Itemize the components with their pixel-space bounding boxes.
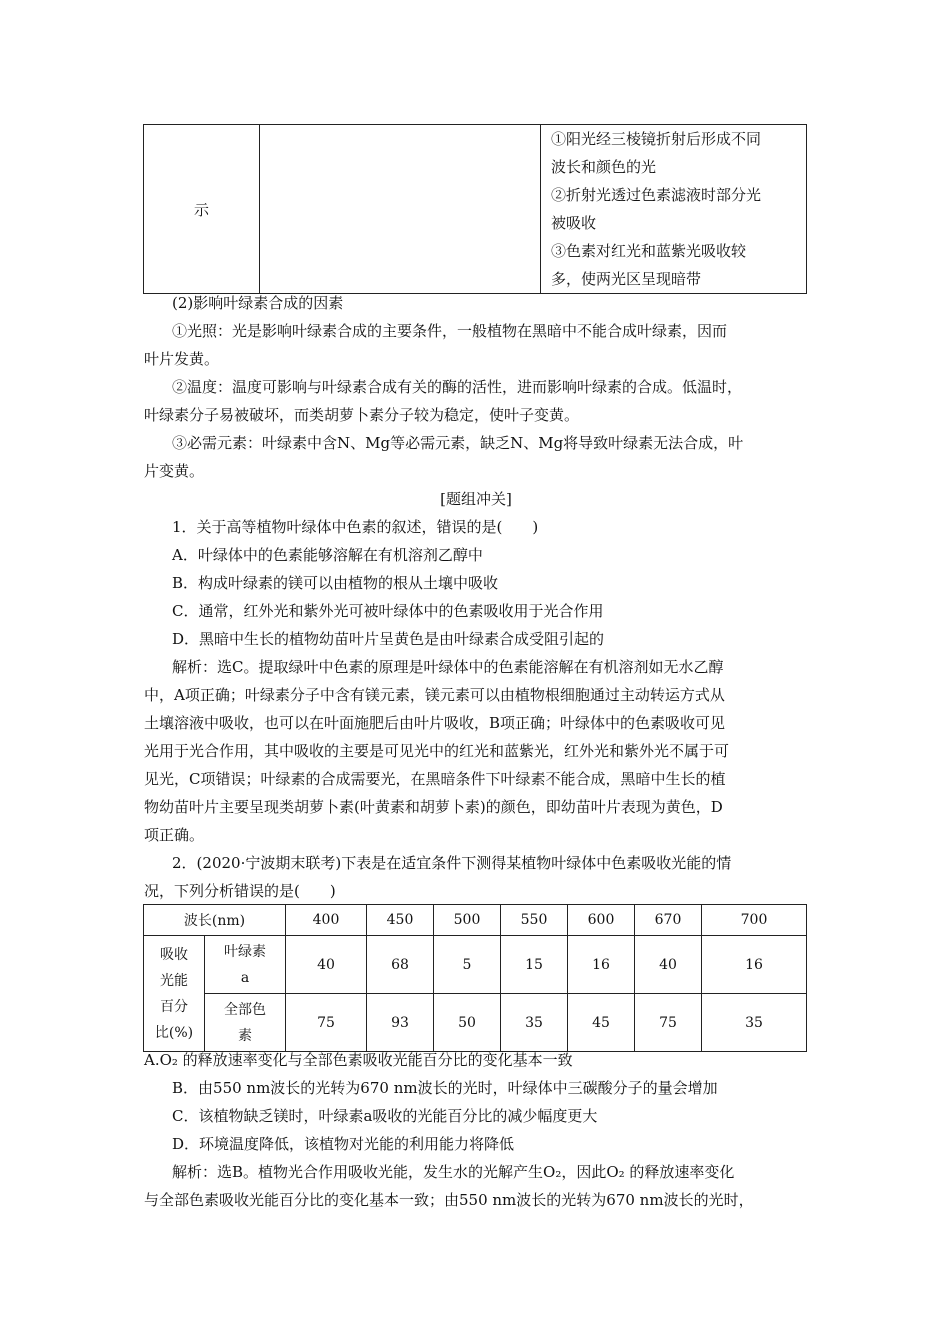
q1-stem: 1．关于高等植物叶绿体中色素的叙述，错误的是( ) <box>172 518 539 536</box>
row-group-label-line: 吸收 <box>160 946 188 963</box>
table-conclusion-cell <box>541 125 807 294</box>
table-cell: 15 <box>501 936 568 994</box>
table-cell: 16 <box>702 936 807 994</box>
header-cell: 700 <box>702 905 807 936</box>
experiment-table <box>143 124 807 294</box>
row-label-line: 素 <box>238 1027 252 1044</box>
header-cell: 500 <box>434 905 501 936</box>
conclusion-line: ③色素对红光和蓝紫光吸收较 <box>551 242 747 260</box>
row-group-label-line: 光能 <box>160 972 188 989</box>
table-cell: 40 <box>635 936 702 994</box>
row-group-label-line: 比(%) <box>154 1024 194 1041</box>
header-cell: 550 <box>501 905 568 936</box>
q1-option-d: D．黑暗中生长的植物幼苗叶片呈黄色是由叶绿素合成受阻引起的 <box>172 630 605 648</box>
conclusion-line: 多，使两光区呈现暗带 <box>551 270 702 288</box>
table-cell: 45 <box>568 994 635 1052</box>
table-cell: 35 <box>702 994 807 1052</box>
q1-option-a: A．叶绿体中的色素能够溶解在有机溶剂乙醇中 <box>172 546 483 564</box>
header-cell: 450 <box>367 905 434 936</box>
q1-analysis-line: 中，A项正确；叶绿素分子中含有镁元素，镁元素可以由植物根细胞通过主动转运方式从 <box>144 686 725 704</box>
row-label-line: 全部色 <box>224 1001 266 1018</box>
absorption-table <box>143 904 807 1052</box>
row-label-line: a <box>240 969 250 986</box>
q1-analysis-line: 解析：选C。提取绿叶中色素的原理是叶绿体中的色素能溶解在有机溶剂如无水乙醇 <box>172 658 724 676</box>
paragraph-temperature: ②温度：温度可影响与叶绿素合成有关的酶的活性，进而影响叶绿素的合成。低温时， <box>172 378 743 396</box>
paragraph-elements: ③必需元素：叶绿素中含N、Mg等必需元素，缺乏N、Mg将导致叶绿素无法合成，叶 <box>172 434 744 452</box>
q1-option-b: B．构成叶绿素的镁可以由植物的根从土壤中吸收 <box>172 574 499 592</box>
section-heading: (2)影响叶绿素合成的因素 <box>172 294 344 312</box>
table-label-cell <box>144 125 260 294</box>
conclusion-line: 波长和颜色的光 <box>551 158 657 176</box>
table-cell: 50 <box>434 994 501 1052</box>
table-cell: 68 <box>367 936 434 994</box>
row-label-chlorophyll-a <box>205 936 286 994</box>
q2-option-b: B．由550 nm波长的光转为670 nm波长的光时，叶绿体中三碳酸分子的量会增加 <box>172 1079 718 1097</box>
header-cell: 670 <box>635 905 702 936</box>
header-wavelength: 波长(nm) <box>144 905 286 936</box>
table-cell: 75 <box>635 994 702 1052</box>
table-empty-cell <box>260 125 541 294</box>
table-cell: 5 <box>434 936 501 994</box>
paragraph-elements-cont: 片变黄。 <box>144 462 205 480</box>
row-label-all-pigments <box>205 994 286 1052</box>
table-label-text: 示 <box>193 200 209 219</box>
q1-analysis-line: 光用于光合作用，其中吸收的主要是可见光中的红光和蓝紫光，红外光和紫外光不属于可 <box>144 742 730 760</box>
q2-option-a: A.O₂ 的释放速率变化与全部色素吸收光能百分比的变化基本一致 <box>144 1051 573 1069</box>
table-cell: 40 <box>286 936 367 994</box>
q1-analysis-line: 物幼苗叶片主要呈现类胡萝卜素(叶黄素和胡萝卜素)的颜色，即幼苗叶片表现为黄色，D <box>144 798 723 816</box>
q2-analysis-line: 与全部色素吸收光能百分比的变化基本一致；由550 nm波长的光转为670 nm波长的光时， <box>144 1191 754 1209</box>
row-group-label <box>144 936 205 1052</box>
paragraph-light-cont: 叶片发黄。 <box>144 350 220 368</box>
header-cell: 400 <box>286 905 367 936</box>
header-cell: 600 <box>568 905 635 936</box>
table-cell: 35 <box>501 994 568 1052</box>
q1-analysis-line: 项正确。 <box>144 826 205 844</box>
conclusion-line: 被吸收 <box>551 214 597 232</box>
q2-option-c: C．该植物缺乏镁时，叶绿素a吸收的光能百分比的减少幅度更大 <box>172 1107 598 1125</box>
group-title: [题组冲关] <box>440 490 512 508</box>
q1-option-c: C．通常，红外光和紫外光可被叶绿体中的色素吸收用于光合作用 <box>172 602 604 620</box>
table-cell: 16 <box>568 936 635 994</box>
q2-analysis-line: 解析：选B。植物光合作用吸收光能，发生水的光解产生O₂，因此O₂ 的释放速率变化 <box>172 1163 735 1181</box>
table-cell: 93 <box>367 994 434 1052</box>
q1-analysis-line: 土壤溶液中吸收，也可以在叶面施肥后由叶片吸收，B项正确；叶绿体中的色素吸收可见 <box>144 714 726 732</box>
row-group-label-line: 百分 <box>160 998 188 1015</box>
q2-option-d: D．环境温度降低，该植物对光能的利用能力将降低 <box>172 1135 515 1153</box>
conclusion-line: ①阳光经三棱镜折射后形成不同 <box>551 130 762 148</box>
paragraph-temperature-cont: 叶绿素分子易被破坏，而类胡萝卜素分子较为稳定，使叶子变黄。 <box>144 406 580 424</box>
paragraph-light: ①光照：光是影响叶绿素合成的主要条件，一般植物在黑暗中不能合成叶绿素，因而 <box>172 322 728 340</box>
q2-stem: 2．(2020·宁波期末联考)下表是在适宜条件下测得某植物叶绿体中色素吸收光能的情 <box>172 854 732 872</box>
table-cell: 75 <box>286 994 367 1052</box>
q2-stem-cont: 况，下列分析错误的是( ) <box>144 882 336 900</box>
conclusion-line: ②折射光透过色素滤液时部分光 <box>551 186 762 204</box>
row-label-line: 叶绿素 <box>224 943 266 960</box>
q1-analysis-line: 见光，C项错误；叶绿素的合成需要光，在黑暗条件下叶绿素不能合成，黑暗中生长的植 <box>144 770 726 788</box>
